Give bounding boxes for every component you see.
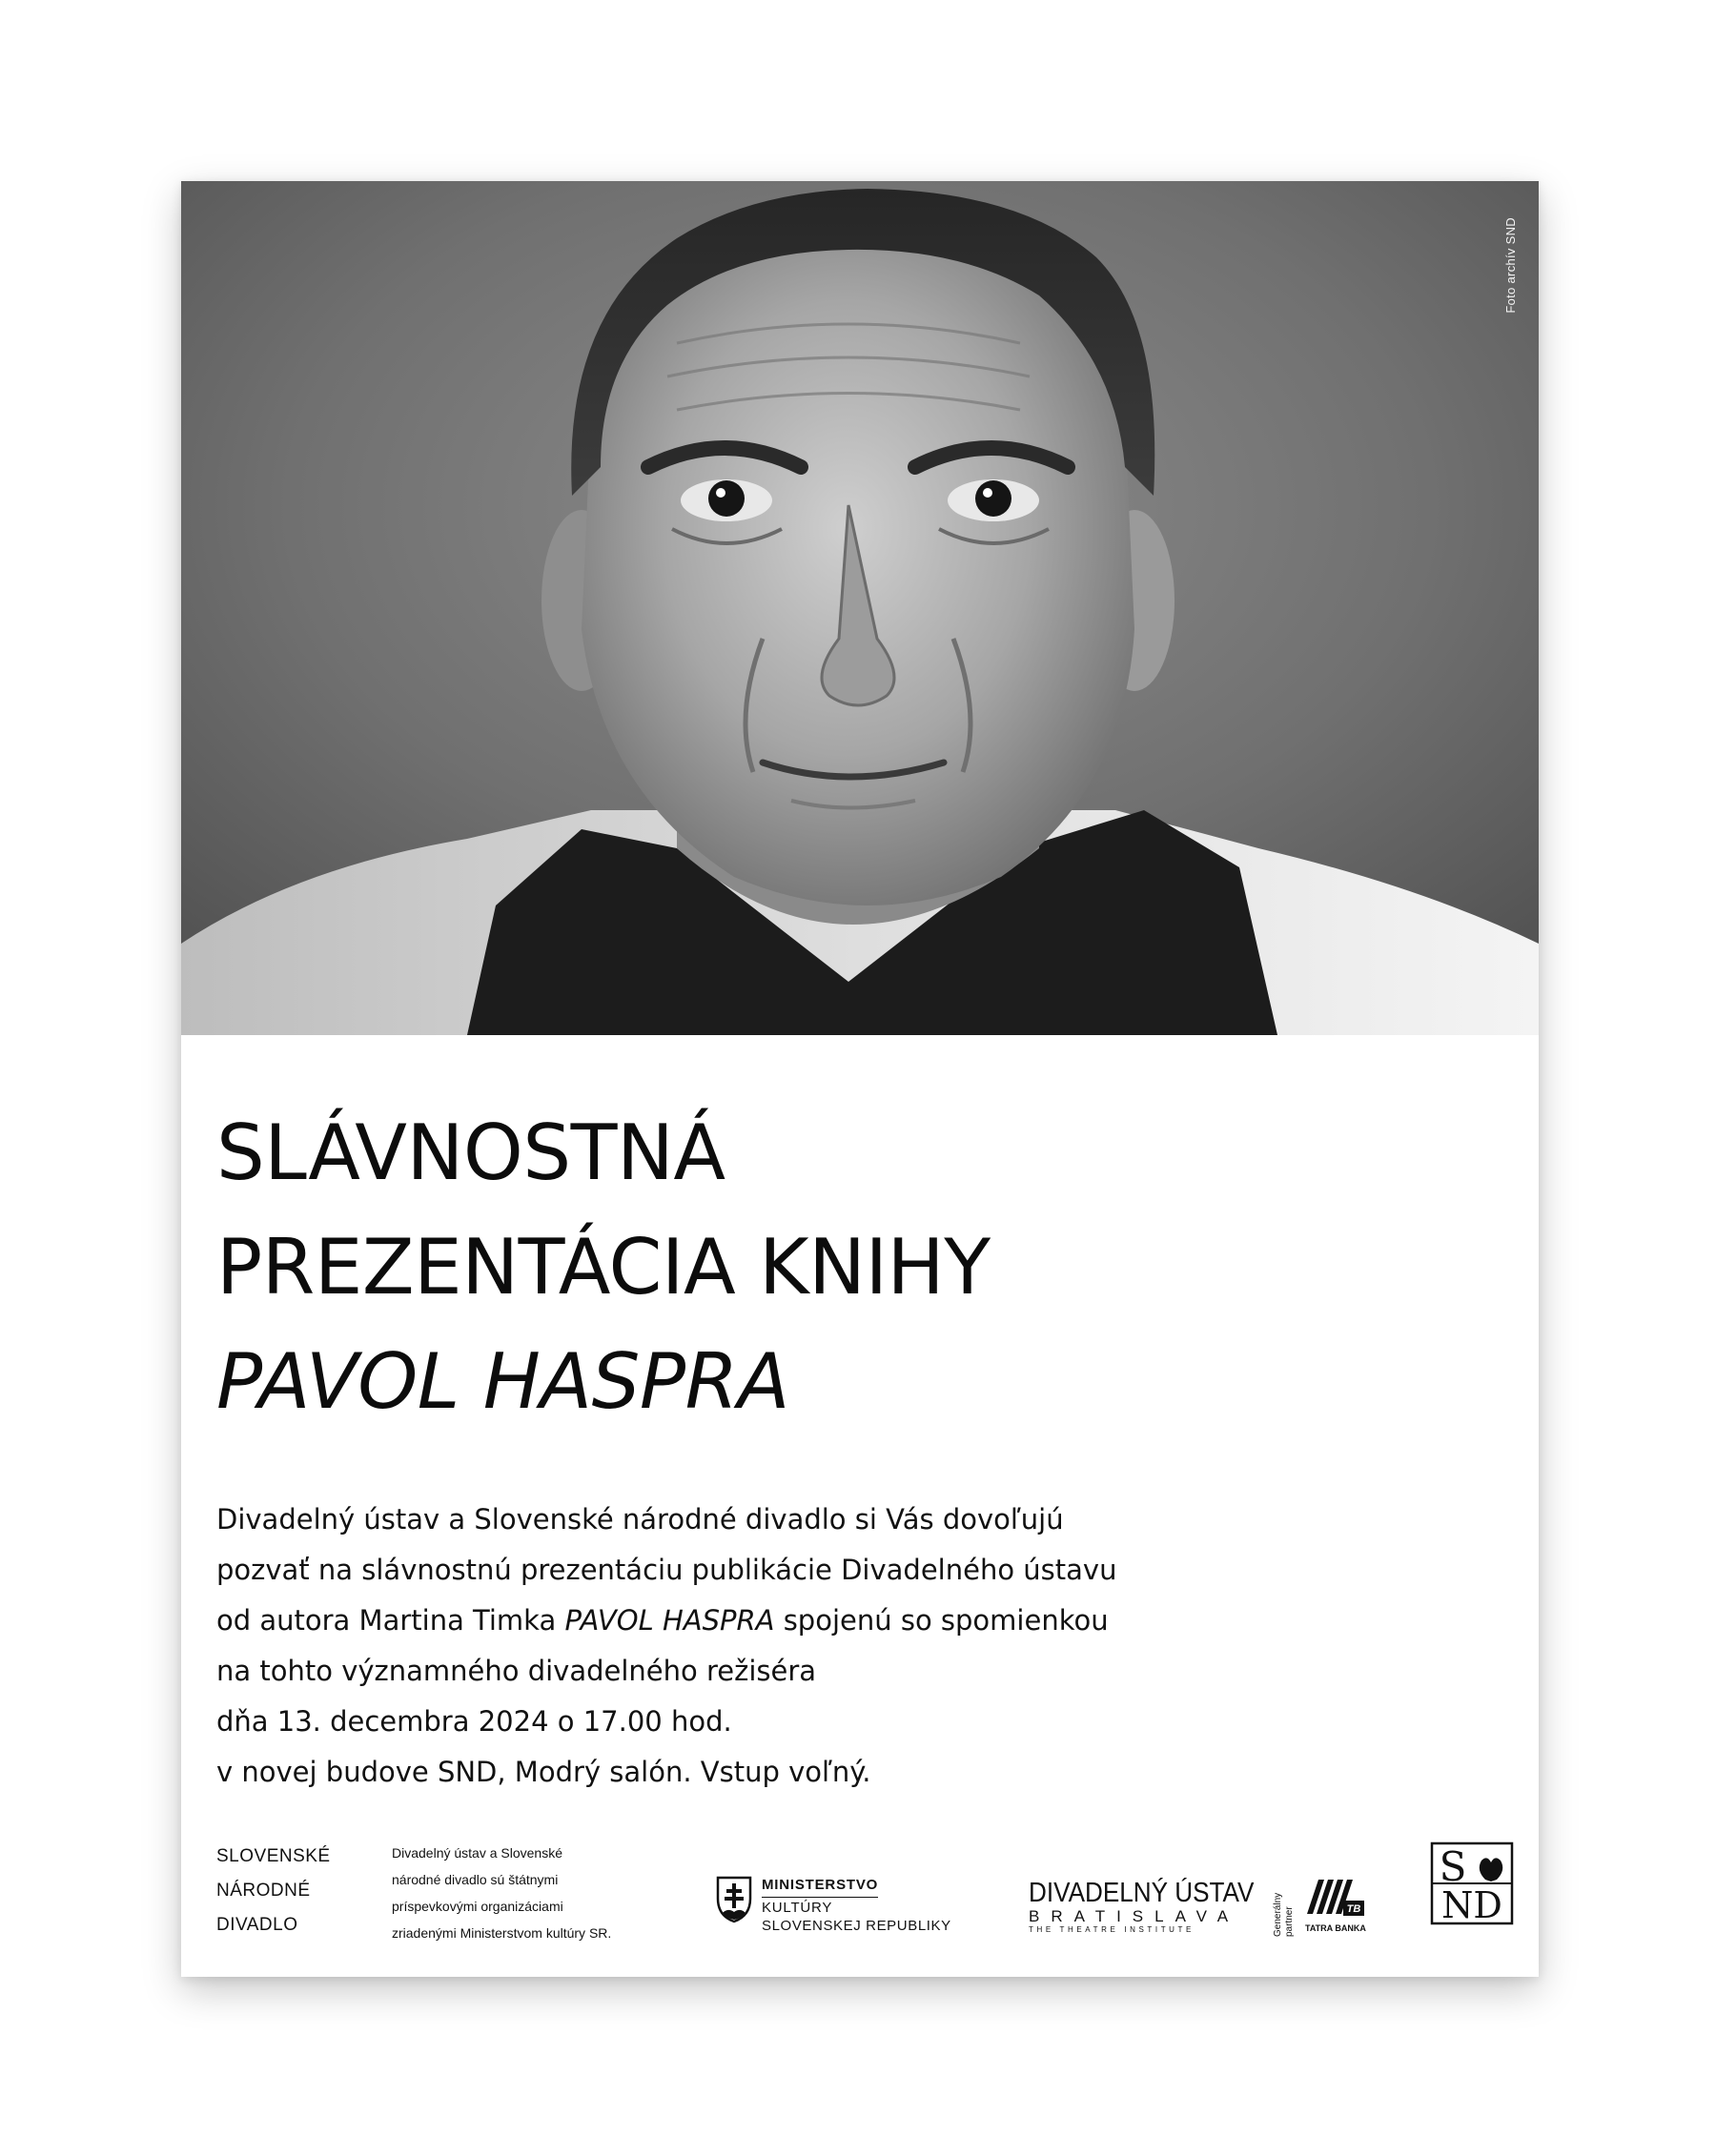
tatra-banka-logo-icon — [1305, 1874, 1364, 1922]
legal-line-3: príspevkovými organizáciami — [392, 1899, 563, 1914]
ministry-of-culture-logo — [716, 1876, 964, 1942]
slovak-coat-of-arms-icon — [716, 1876, 752, 1923]
legal-notice — [392, 1840, 678, 1946]
ministry-line-2: KULTÚRY — [762, 1900, 833, 1916]
theatre-institute-name: DIVADELNÝ ÚSTAV — [1029, 1878, 1255, 1908]
event-date-time: dňa 13. decembra 2024 o 17.00 hod. — [216, 1705, 732, 1738]
ministry-line-1: MINISTERSTVO — [762, 1876, 878, 1898]
title-line-2: PREZENTÁCIA KNIHY — [216, 1223, 991, 1312]
invitation-poster — [181, 181, 1539, 1977]
book-title: PAVOL HASPRA — [216, 1337, 789, 1426]
invitation-text — [216, 1495, 1303, 1798]
snd-logo-s: S — [1439, 1843, 1467, 1890]
tatra-banka-name: TATRA BANKA — [1305, 1923, 1366, 1933]
body-line-3-end: spojenú so spomienkou — [774, 1604, 1109, 1637]
footer-logos — [216, 1840, 1513, 1944]
body-line-2: pozvať na slávnostnú prezentáciu publikácie Divadelného ústavu — [216, 1554, 1117, 1586]
photo-credit: Foto archív SND — [1503, 217, 1518, 314]
tatra-banka-mark: TB — [1346, 1903, 1361, 1915]
legal-line-4: zriadenými Ministerstvom kultúry SR. — [392, 1925, 612, 1941]
snd-logo-nd: ND — [1441, 1884, 1502, 1925]
body-book-title: PAVOL HASPRA — [564, 1604, 775, 1637]
theatre-institute-city: BRATISLAVA — [1029, 1907, 1240, 1925]
snd-word-2: NÁRODNÉ — [216, 1881, 311, 1901]
portrait-photo — [181, 181, 1539, 1035]
ministry-line-3: SLOVENSKEJ REPUBLIKY — [762, 1918, 951, 1934]
legal-line-2: národné divadlo sú štátnymi — [392, 1872, 559, 1887]
body-line-1: Divadelný ústav a Slovenské národné divadlo si Vás dovoľujú — [216, 1503, 1064, 1536]
snd-word-3: DIVADLO — [216, 1915, 298, 1935]
snd-monogram-logo-icon — [1430, 1841, 1514, 1925]
title-line-1: SLÁVNOSTNÁ — [216, 1109, 725, 1197]
snd-word-1: SLOVENSKÉ — [216, 1846, 331, 1866]
body-line-4: na tohto významného divadelného režiséra — [216, 1655, 817, 1687]
body-line-3-start: od autora Martina Timka — [216, 1604, 565, 1637]
legal-line-1: Divadelný ústav a Slovenské — [392, 1845, 562, 1861]
portrait-illustration — [181, 181, 1539, 1035]
theatre-institute-logo — [1029, 1878, 1277, 1935]
body-line-3 — [216, 1604, 1109, 1637]
snd-wordmark — [216, 1840, 331, 1942]
theatre-institute-english: THE THEATRE INSTITUTE — [1029, 1925, 1195, 1934]
event-venue: v novej budove SND, Modrý salón. Vstup voľný. — [216, 1756, 871, 1788]
poster-title — [216, 1096, 991, 1439]
general-partner-label: Generálny partner — [1273, 1892, 1295, 1937]
general-partner — [1273, 1861, 1378, 1952]
